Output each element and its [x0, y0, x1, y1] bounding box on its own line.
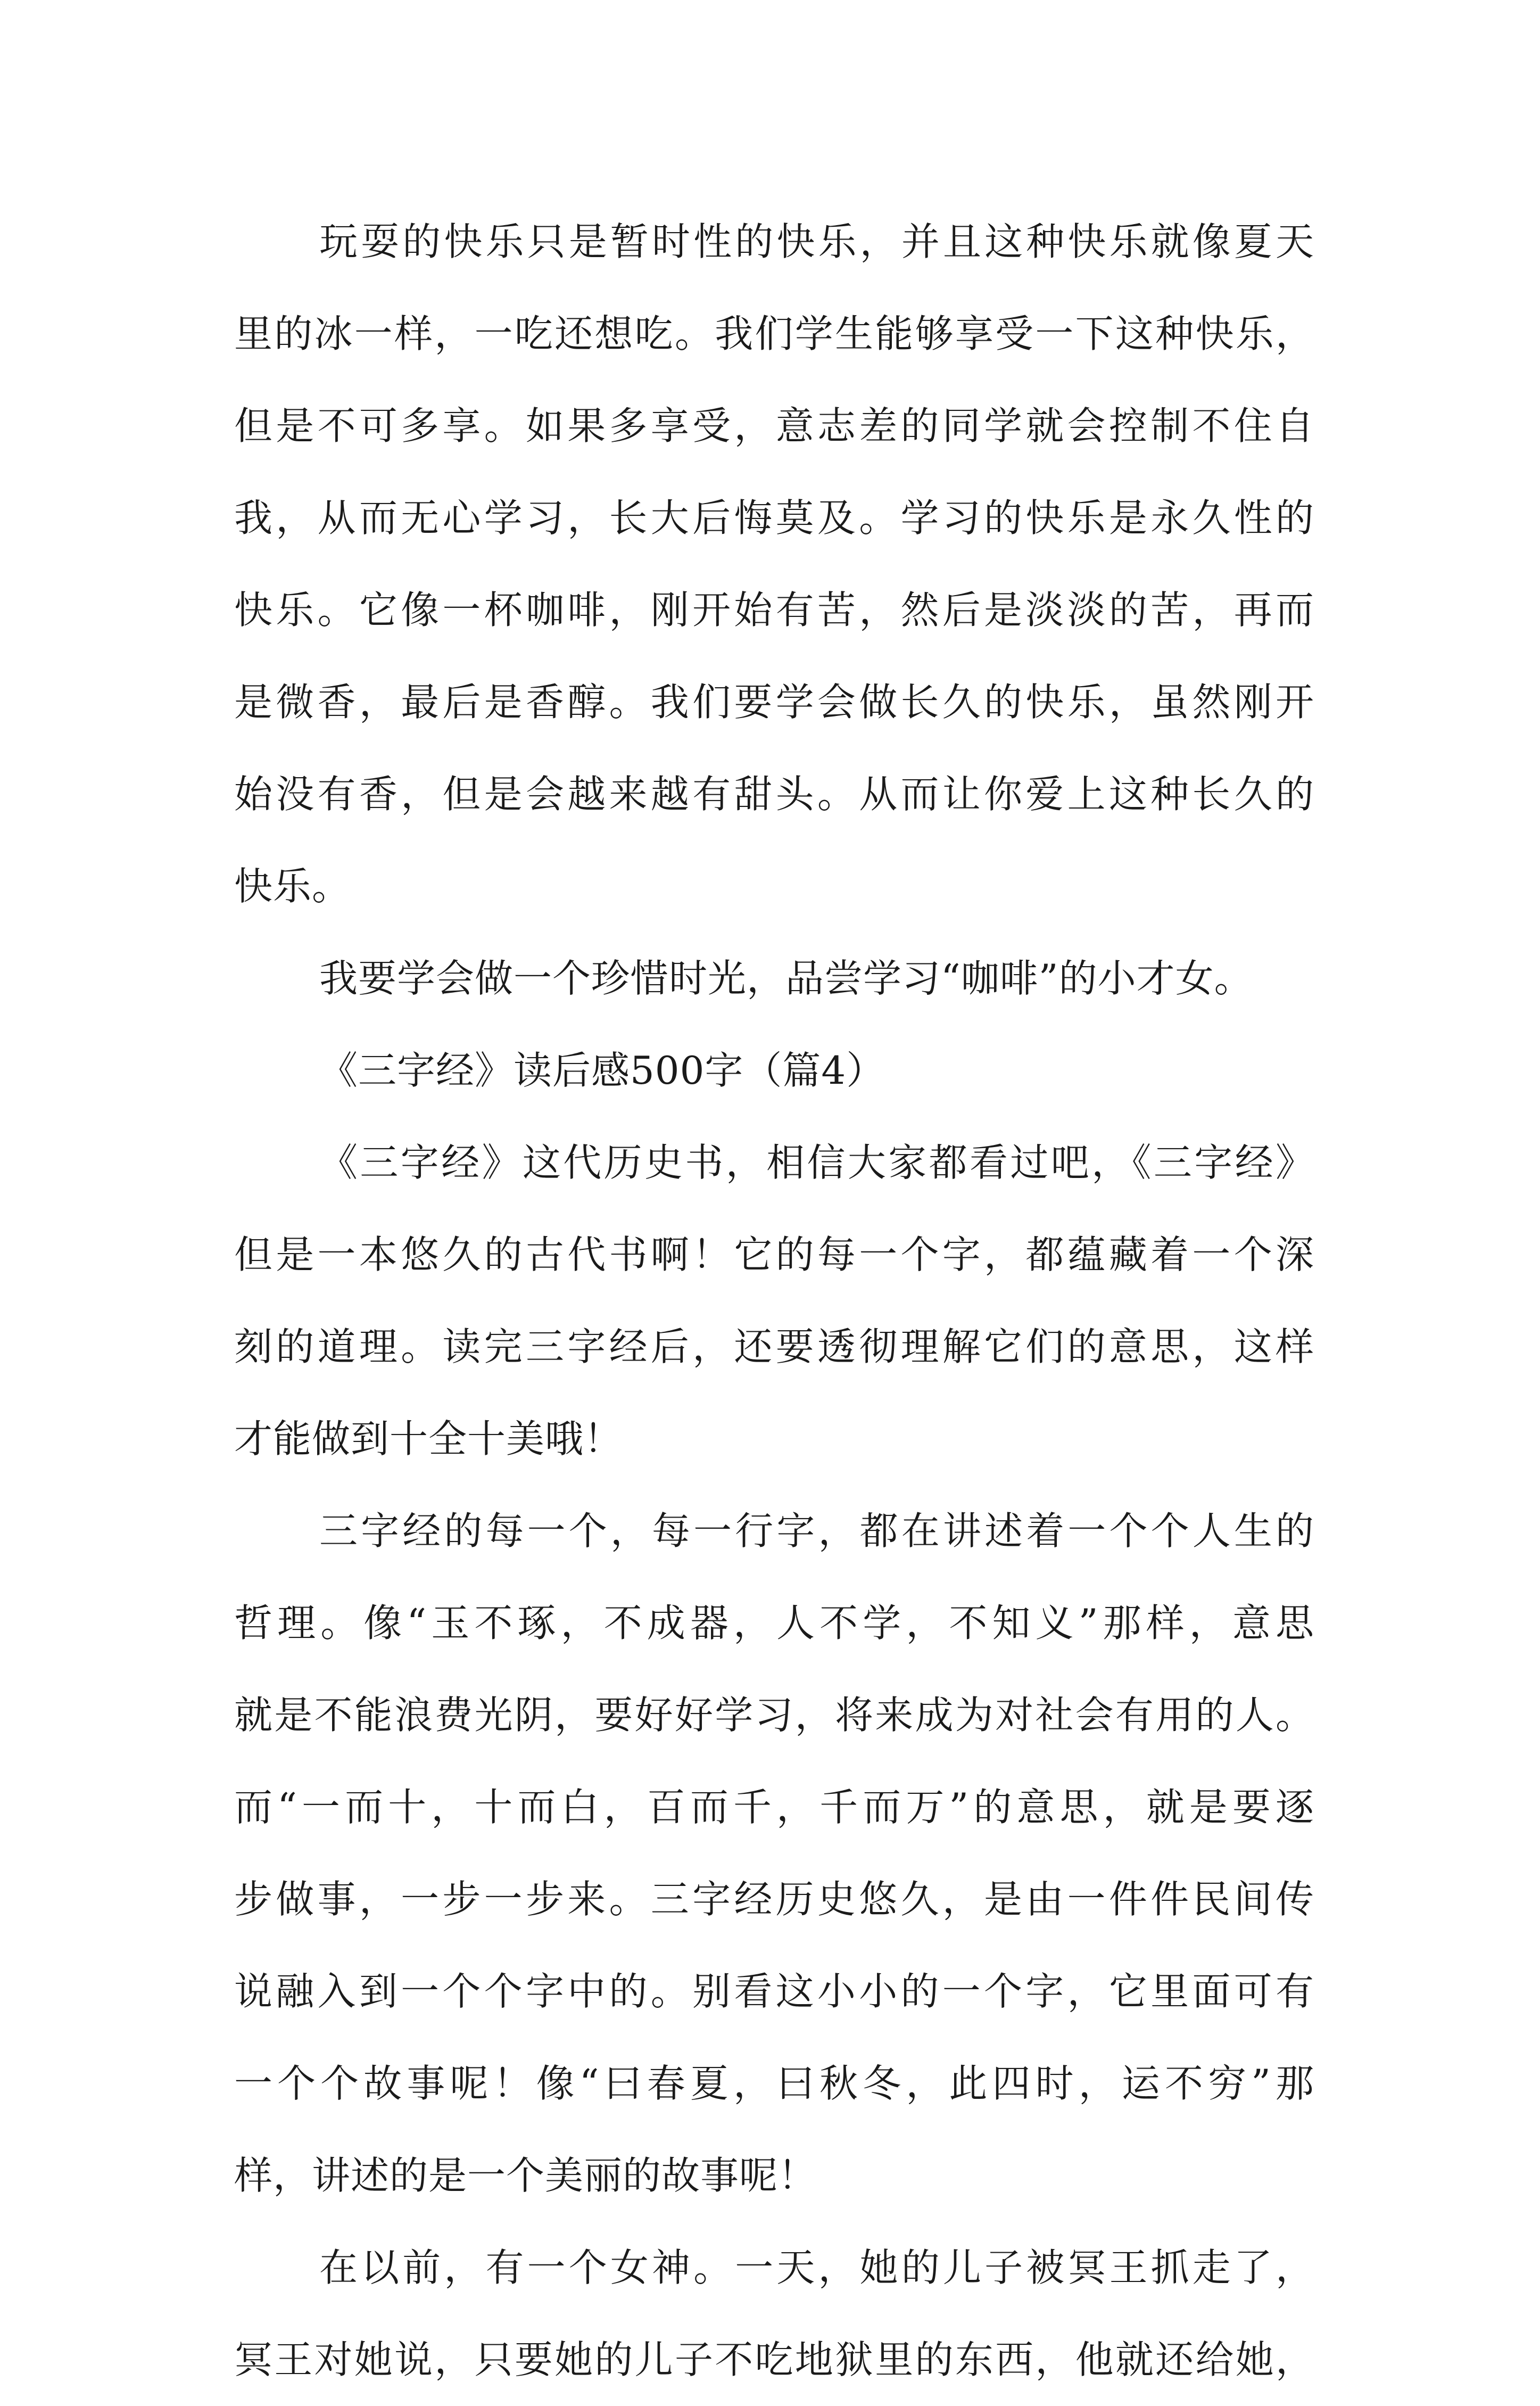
text-line: 是微香，最后是香醇。我们要学会做长久的快乐，虽然刚开	[234, 680, 1314, 724]
text-line: 冥王对她说，只要她的儿子不吃地狱里的东西，他就还给她，	[234, 2337, 1314, 2382]
text-line: 步做事，一步一步来。三字经历史悠久，是由一件件民间传	[234, 1877, 1314, 1922]
text-line: 一个个故事呢！像“曰春夏，曰秋冬，此四时，运不穷”那	[234, 2061, 1314, 2106]
text-line: 我要学会做一个珍惜时光，品尝学习“咖啡”的小才女。	[319, 956, 1253, 1001]
text-line: 哲理。像“玉不琢，不成器，人不学，不知义”那样，意思	[234, 1601, 1314, 1645]
text-line: 就是不能浪费光阴，要好好学习，将来成为对社会有用的人。	[234, 1693, 1314, 1737]
text-line: 里的冰一样，一吃还想吃。我们学生能够享受一下这种快乐，	[234, 311, 1314, 356]
text-line: 快乐。	[234, 864, 351, 909]
text-line: 玩耍的快乐只是暂时性的快乐，并且这种快乐就像夏天	[319, 219, 1314, 264]
text-line: 始没有香，但是会越来越有甜头。从而让你爱上这种长久的	[234, 772, 1314, 817]
text-line: 说融入到一个个字中的。别看这小小的一个字，它里面可有	[234, 1969, 1314, 2014]
text-line: 快乐。它像一杯咖啡，刚开始有苦，然后是淡淡的苦，再而	[234, 588, 1314, 632]
text-line: 样，讲述的是一个美丽的故事呢！	[234, 2153, 817, 2198]
text-line: 刻的道理。读完三字经后，还要透彻理解它们的意思，这样	[234, 1324, 1314, 1369]
body-text	[234, 196, 1314, 2406]
text-line: 而“一而十，十而白，百而千，千而万”的意思，就是要逐	[234, 1785, 1314, 1830]
text-line: 但是一本悠久的古代书啊！它的每一个字，都蕴藏着一个深	[234, 1232, 1314, 1277]
text-line: 但是不可多享。如果多享受，意志差的同学就会控制不住自	[234, 403, 1314, 448]
text-line: 《三字经》这代历史书，相信大家都看过吧，《三字经》	[319, 1140, 1314, 1185]
section-heading: 《三字经》读后感500字（篇4）	[319, 1048, 885, 1093]
text-line: 我，从而无心学习，长大后悔莫及。学习的快乐是永久性的	[234, 496, 1314, 540]
text-line: 三字经的每一个，每一行字，都在讲述着一个个人生的	[319, 1509, 1314, 1553]
text-line: 在以前，有一个女神。一天，她的儿子被冥王抓走了，	[319, 2245, 1314, 2290]
text-line: 才能做到十全十美哦！	[234, 1416, 623, 1461]
